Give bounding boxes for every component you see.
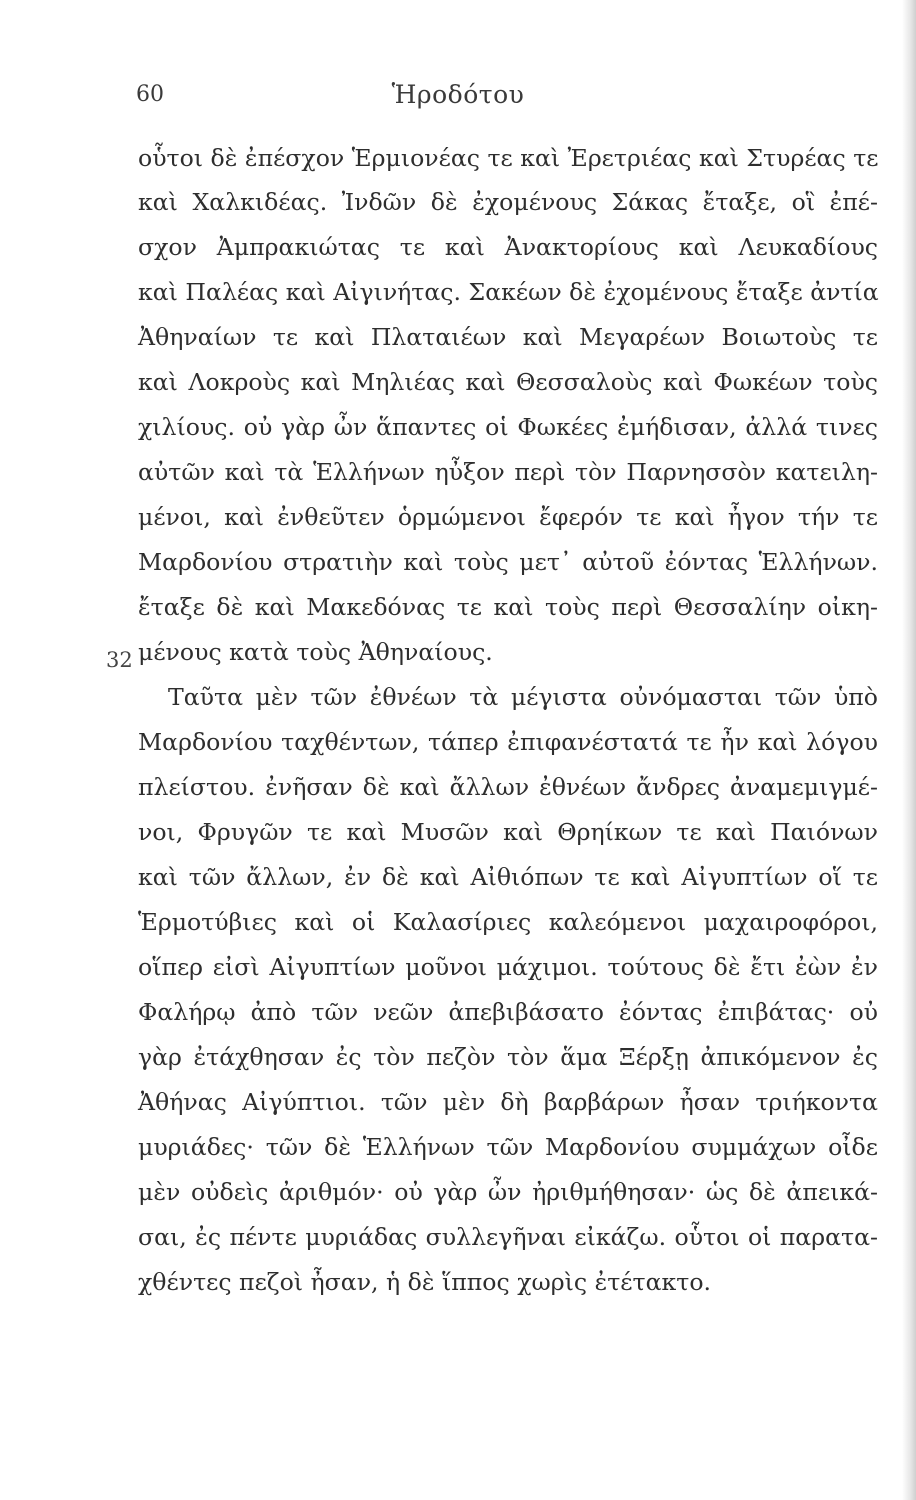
text-line: νοι, Φρυγῶν τε καὶ Μυσῶν καὶ Θρηίκων τε καὶ Παιόνων xyxy=(138,818,878,846)
text-line: μὲν οὐδεὶς ἀριθμόν· οὐ γὰρ ὦν ἠριθμήθησαν· ὡς δὲ ἀπεικά- xyxy=(138,1178,878,1206)
text-line: Μαρδονίου ταχθέντων, τάπερ ἐπιφανέστατά τε ἦν καὶ λόγου xyxy=(138,728,878,756)
page-number: 60 xyxy=(136,82,164,107)
text-line: οὗτοι δὲ ἐπέσχον Ἑρμιονέας τε καὶ Ἐρετριέας καὶ Στυρέας τε xyxy=(138,144,879,172)
text-line: Ταῦτα μὲν τῶν ἐθνέων τὰ μέγιστα οὐνόμασται τῶν ὑπὸ xyxy=(168,683,878,711)
text-line: μένους κατὰ τοὺς Ἀθηναίους. xyxy=(138,638,493,666)
text-line: καὶ Χαλκιδέας. Ἰνδῶν δὲ ἐχομένους Σάκας ἔταξε, οἳ ἐπέ- xyxy=(138,188,878,216)
section-number: 32 xyxy=(106,648,133,672)
text-line: πλείστου. ἐνῆσαν δὲ καὶ ἄλλων ἐθνέων ἄνδρες ἀναμεμιγμέ- xyxy=(138,773,878,801)
text-line: Ἑρμοτύβιες καὶ οἱ Καλασίριες καλεόμενοι μαχαιροφόροι, xyxy=(138,908,878,936)
running-title: Ἡροδότου xyxy=(391,80,525,109)
text-line: ἔταξε δὲ καὶ Μακεδόνας τε καὶ τοὺς περὶ Θεσσαλίην οἰκη- xyxy=(138,593,878,621)
text-line: σχον Ἀμπρακιώτας τε καὶ Ἀνακτορίους καὶ Λευκαδίους xyxy=(138,233,878,261)
text-line: μυριάδες· τῶν δὲ Ἑλλήνων τῶν Μαρδονίου συμμάχων οἶδε xyxy=(138,1133,878,1161)
text-line: καὶ Λοκροὺς καὶ Μηλιέας καὶ Θεσσαλοὺς καὶ Φωκέων τοὺς xyxy=(138,368,878,396)
page-edge-shadow xyxy=(902,0,916,1500)
text-line: χθέντες πεζοὶ ἦσαν, ἡ δὲ ἵππος χωρὶς ἐτέτακτο. xyxy=(138,1268,712,1296)
text-line: οἵπερ εἰσὶ Αἰγυπτίων μοῦνοι μάχιμοι. τούτους δὲ ἔτι ἐὼν ἐν xyxy=(138,953,878,981)
text-line: μένοι, καὶ ἐνθεῦτεν ὁρμώμενοι ἔφερόν τε καὶ ἦγον τήν τε xyxy=(138,503,878,531)
text-line: αὐτῶν καὶ τὰ Ἑλλήνων ηὖξον περὶ τὸν Παρνησσὸν κατειλη- xyxy=(138,458,878,486)
text-line: καὶ τῶν ἄλλων, ἐν δὲ καὶ Αἰθιόπων τε καὶ Αἰγυπτίων οἵ τε xyxy=(138,863,878,891)
text-line: καὶ Παλέας καὶ Αἰγινήτας. Σακέων δὲ ἐχομένους ἔταξε ἀντία xyxy=(138,278,879,306)
text-line: Ἀθηναίων τε καὶ Πλαταιέων καὶ Μεγαρέων Βοιωτοὺς τε xyxy=(138,323,878,351)
text-line: Ἀθήνας Αἰγύπτιοι. τῶν μὲν δὴ βαρβάρων ἦσαν τριήκοντα xyxy=(138,1088,878,1116)
text-line: Μαρδονίου στρατιὴν καὶ τοὺς μετ᾽ αὐτοῦ ἐόντας Ἑλλήνων. xyxy=(138,548,878,576)
text-line: γὰρ ἐτάχθησαν ἐς τὸν πεζὸν τὸν ἅμα Ξέρξῃ ἀπικόμενον ἐς xyxy=(138,1043,878,1071)
text-line: Φαλήρῳ ἀπὸ τῶν νεῶν ἀπεβιβάσατο ἐόντας ἐπιβάτας· οὐ xyxy=(138,998,878,1026)
text-line: χιλίους. οὐ γὰρ ὦν ἅπαντες οἱ Φωκέες ἐμήδισαν, ἀλλά τινες xyxy=(138,413,878,441)
text-line: σαι, ἐς πέντε μυριάδας συλλεγῆναι εἰκάζω. οὗτοι οἱ παρατα- xyxy=(138,1223,878,1251)
